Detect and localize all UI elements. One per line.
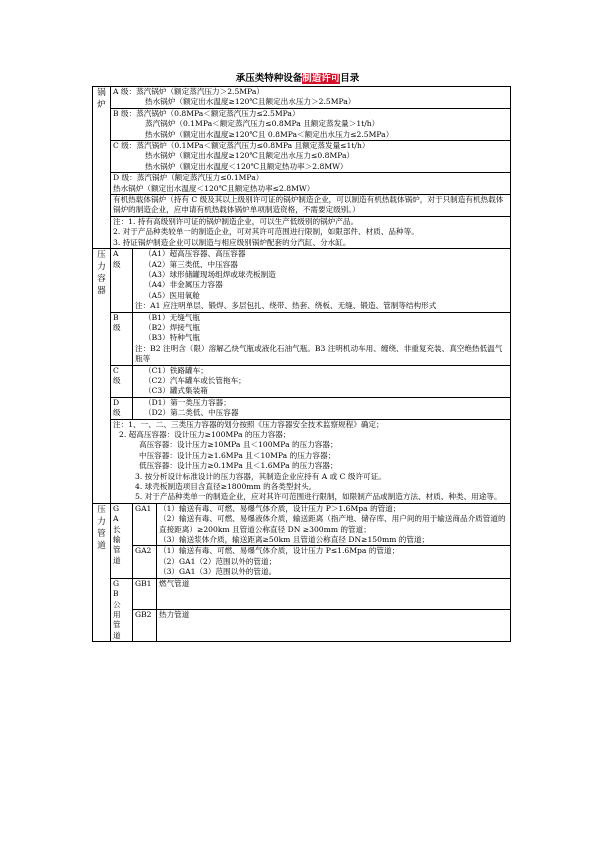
catalog-table xyxy=(92,86,511,642)
boiler-row-organic xyxy=(93,195,511,217)
vessel-category: 压力容器 xyxy=(93,249,111,504)
pipe-row-ga1 xyxy=(93,503,511,546)
vessel-grade-b-items: （B1）无缝气瓶 （B2）焊接气瓶 （B3）特种气瓶 注：B2 注明含（限）溶解乙炔气瓶或液化石油气瓶。B3 注明机动车用、缠绕、非重复充装、真空绝热低温气瓶等 xyxy=(133,312,511,365)
pipe-row-gb2 xyxy=(93,610,511,642)
vessel-row-b xyxy=(93,312,511,365)
boiler-grade-d: D 级：蒸汽锅炉（额定蒸汽压力≤0.1MPa） 热水锅炉（额定出水温度＜120℃且额定热功率≤2.8MW） xyxy=(111,173,511,195)
vessel-row-c xyxy=(93,365,511,397)
pipe-gb1-text: 燃气管道 xyxy=(157,578,511,610)
pipe-ga1-items: （1）输送有毒、可燃、易爆气体介质，设计压力 P＞1.6Mpa 的管道； （2）输送有毒、可燃、易爆液体介质，输送距离（指产地、储存库、用户间的用于输送商品介质管道的直接距离）≥200km 且管道公称直径 DN ≥300mm 的管道； （3）输送浆体介质，输送距离≥50km 且管道公称直径 DN≥150mm 的管道； xyxy=(157,503,511,546)
boiler-category: 锅炉 xyxy=(93,87,111,249)
vessel-row-notes xyxy=(93,419,511,503)
pipe-gb1-code: GB1 xyxy=(133,578,157,610)
pipe-gb2-code: GB2 xyxy=(133,610,157,642)
pipe-ga1-code: GA1 xyxy=(133,503,157,546)
boiler-notes: 注：1. 持有高级别许可证的锅炉制造企业，可以生产低级别的锅炉产品。 2. 对于产品种类较单一的制造企业，可对其许可范围进行限制，如限部件、材质、品种等。 3. 持证锅炉制造企业可以制造与相应级别锅炉配套的分汽缸、分水缸。 xyxy=(111,216,511,248)
boiler-organic-text: 有机热载体锅炉（持有 C 级及其以上级别许可证的锅炉制造企业，可以制造有机热载体锅炉，对于只制造有机热载体锅炉的制造企业，应申请有机热载体锅炉单项制造资格，不需要定级别。） xyxy=(111,195,511,217)
vessel-row-a xyxy=(93,249,511,312)
vessel-row-d xyxy=(93,397,511,419)
vessel-grade-d-items: （D1）第一类压力容器； （D2）第二类低、中压容器 xyxy=(133,397,511,419)
highlighted-title-text: 制造许可 xyxy=(302,73,341,84)
boiler-grade-b: B 级：蒸汽锅炉（0.8MPa＜额定蒸汽压力≤2.5MPa） 蒸汽锅炉（0.1MPa＜额定蒸汽压力≤0.8MPa 且额定蒸发量＞1t/h） 热水锅炉（额定出水温度≥120℃且 0.8MPa＜额定出水压力≤2.5MPa） xyxy=(111,108,511,140)
pipe-row-gb1 xyxy=(93,578,511,610)
pipe-ga-label: GA 长输管道 xyxy=(111,503,133,578)
vessel-grade-b-label: B 级 xyxy=(111,312,133,365)
vessel-grade-c-items: （C1）铁路罐车； （C2）汽车罐车或长管拖车； （C3）罐式集装箱 xyxy=(133,365,511,397)
boiler-grade-c: C 级：蒸汽锅炉（0.1MPa＜额定蒸汽压力≤0.8MPa 且额定蒸发量≤1t/h） 热水锅炉（额定出水温度≥120℃且额定出水压力≤0.8MPa） 热水锅炉（额定出水温度＜120℃且额定热功率＞2.8MW） xyxy=(111,141,511,173)
pipe-ga2-items: （1）输送有毒、可燃、易爆气体介质，设计压力 P≤1.6Mpa 的管道； （2）GA1（2）范围以外的管道； （3）GA1（3）范围以外的管道。 xyxy=(157,546,511,578)
pipe-gb-label: GB 公用管道 xyxy=(111,578,133,641)
pipe-gb2-text: 热力管道 xyxy=(157,610,511,642)
boiler-row-a xyxy=(93,87,511,109)
boiler-grade-a: A 级：蒸汽锅炉（额定蒸汽压力＞2.5MPa） 热水锅炉（额定出水温度≥120℃且额定出水压力＞2.5MPa） xyxy=(111,87,511,109)
boiler-row-c xyxy=(93,141,511,173)
pipe-category: 压力管道 xyxy=(93,503,111,641)
boiler-row-notes xyxy=(93,216,511,248)
vessel-notes: 注：1、一、二、三类压力容器的划分按照《压力容器安全技术监察规程》确定； 2. 超高压容器：设计压力≥100MPa 的压力容器； 高压容器：设计压力≥10MPa 且＜100MPa 的压力容器； 中压容器：设计压力≥1.6MPa 且＜10MPa 的压力容器； 低压容器：设计压力≥0.1MPa 且＜1.6MPa 的压力容器； 3. 按分析设计标准设计的压力容器，其制造企业应持有 A 或 C 级许可证。 4. 球壳板制造项目含直径≥1800mm 的各类型封头。 5. 对于产品种类单一的制造企业，应对其许可范围进行限制，如限制产品或制造方法、材质、种类、用途等。 xyxy=(111,419,511,503)
page-title: 承压类特种设备制造许可目录 xyxy=(235,73,360,84)
vessel-grade-a-items: （A1）超高压容器、高压容器 （A2）第三类低、中压容器 （A3）球形储罐现场组焊或球壳板制造 （A4）非金属压力容器 （A5）医用氧舱 注：A1 应注明单层、锻焊、多层包扎、绕带、热套、绕板、无缝、锻造、管制等结构形式 xyxy=(133,249,511,312)
boiler-row-b xyxy=(93,108,511,140)
boiler-row-d xyxy=(93,173,511,195)
vessel-grade-d-label: D 级 xyxy=(111,397,133,419)
vessel-grade-c-label: C 级 xyxy=(111,365,133,397)
pipe-ga2-code: GA2 xyxy=(133,546,157,578)
vessel-grade-a-label: A 级 xyxy=(111,249,133,312)
pipe-row-ga2 xyxy=(93,546,511,578)
